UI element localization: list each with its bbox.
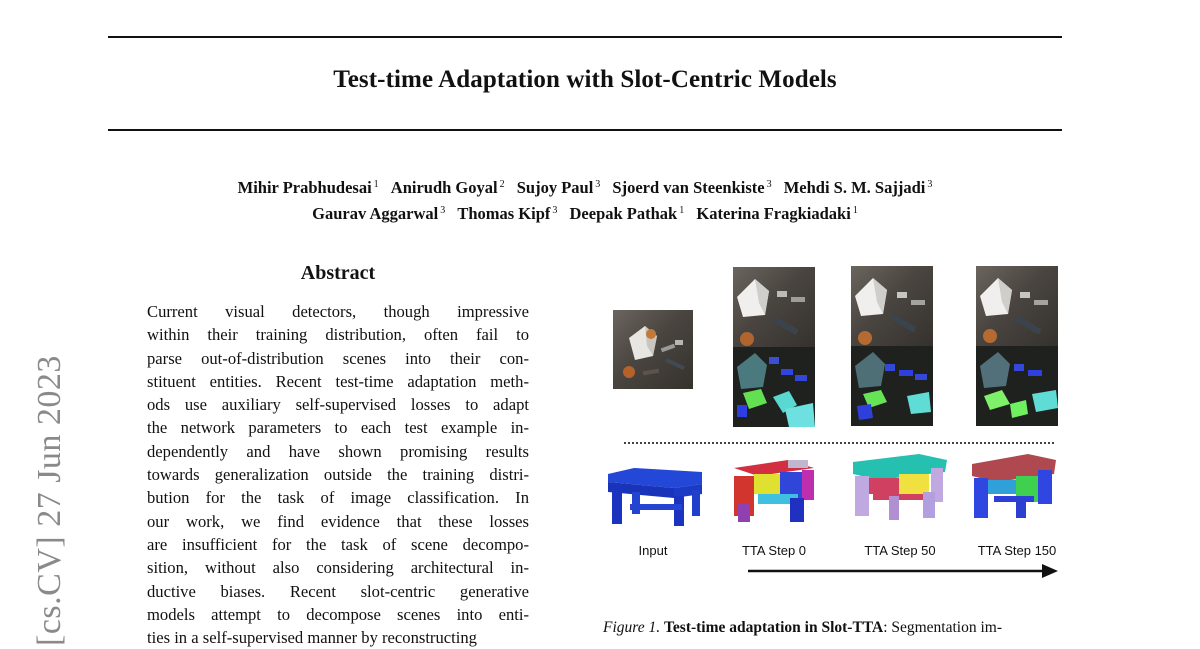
arxiv-side-stamp	[29, 310, 71, 646]
tta-step150-seg-drawing	[976, 346, 1058, 426]
arxiv-stamp-text: [cs.CV] 27 Jun 2023	[31, 355, 68, 646]
title-bottom-rule	[108, 129, 1062, 131]
caption-figure-number: Figure 1.	[603, 619, 661, 636]
tta-step50-reconstruction	[851, 266, 933, 346]
label-tta-step-150: TTA Step 150	[977, 543, 1057, 558]
abstract-line: models attempt to decompose scenes into enti-	[147, 604, 529, 624]
abstract-line: sition, without also considering architectural in-	[147, 558, 529, 578]
tta-step0-reconstruction	[733, 267, 815, 347]
paper-title: Test-time Adaptation with Slot-Centric Models	[333, 66, 837, 93]
figure-separator	[624, 442, 1054, 444]
input-scene-drawing	[613, 310, 693, 389]
author: Sujoy Paul $^3$	[516, 178, 601, 197]
figure-caption	[603, 619, 1073, 637]
progression-arrow-icon	[748, 562, 1060, 580]
author: Gaurav Aggarwal $^3$	[312, 204, 446, 223]
abstract-line: ods use auxiliary self-supervised losses to adapt	[147, 395, 529, 415]
abstract-line: within their training distribution, often fail to	[147, 325, 529, 345]
tta-step50-recon-drawing	[851, 266, 933, 346]
label-tta-step-50: TTA Step 50	[864, 543, 936, 558]
abstract-line: towards generalization outside the training distri-	[147, 465, 529, 485]
author: Katerina Fragkiadaki $^1$	[696, 204, 858, 223]
abstract-line: stituent entities. Recent test-time adaptation meth-	[147, 371, 529, 391]
tta-step150-reconstruction	[976, 266, 1058, 346]
tta-step150-table-segmentation	[966, 452, 1060, 524]
author-line-1	[108, 173, 1062, 199]
abstract-line: ties in a self-supervised manner by reconstructing	[147, 628, 477, 648]
tta-step50-seg-drawing	[851, 346, 933, 426]
input-table-render	[604, 462, 706, 528]
abstract-line: our work, we find evidence that these losses	[147, 511, 529, 531]
abstract-line: are insufficient for the task of scene decompo-	[147, 534, 529, 554]
caption-text: : Segmentation im-	[883, 619, 1003, 636]
author: Mehdi S. M. Sajjadi $^3$	[783, 178, 933, 197]
label-input: Input	[638, 543, 668, 558]
abstract-line: the network parameters to each test example in-	[147, 418, 529, 438]
abstract-line: ductive biases. Recent slot-centric generative	[147, 581, 529, 601]
top-rule	[108, 36, 1062, 38]
abstract-body	[147, 300, 529, 649]
author: Sjoerd van Steenkiste $^3$	[612, 178, 772, 197]
tta-step0-segmentation	[733, 347, 815, 427]
abstract-line: bution for the task of image classification. In	[147, 488, 529, 508]
abstract-line: dependently and have shown promising results	[147, 441, 529, 461]
author: Deepak Pathak $^1$	[569, 204, 685, 223]
tta-step0-table-segmentation	[728, 458, 818, 528]
author-block	[108, 173, 1062, 225]
caption-title: Test-time adaptation in Slot-TTA	[664, 619, 884, 636]
input-scene-image	[613, 310, 693, 389]
author: Mihir Prabhudesai $^1$	[237, 178, 379, 197]
abstract-line: parse out-of-distribution scenes into their con-	[147, 348, 529, 368]
tta-step50-table-segmentation	[849, 452, 949, 524]
abstract-heading: Abstract	[300, 262, 376, 284]
author-line-2	[108, 199, 1062, 225]
author: Thomas Kipf $^3$	[457, 204, 558, 223]
author: Anirudh Goyal $^2$	[390, 178, 505, 197]
tta-step0-seg-drawing	[733, 347, 815, 427]
tta-step150-segmentation	[976, 346, 1058, 426]
tta-step150-recon-drawing	[976, 266, 1058, 346]
abstract-line: Current visual detectors, though impressive	[147, 302, 529, 321]
label-tta-step-0: TTA Step 0	[741, 543, 807, 558]
tta-step50-segmentation	[851, 346, 933, 426]
tta-step0-recon-drawing	[733, 267, 815, 347]
